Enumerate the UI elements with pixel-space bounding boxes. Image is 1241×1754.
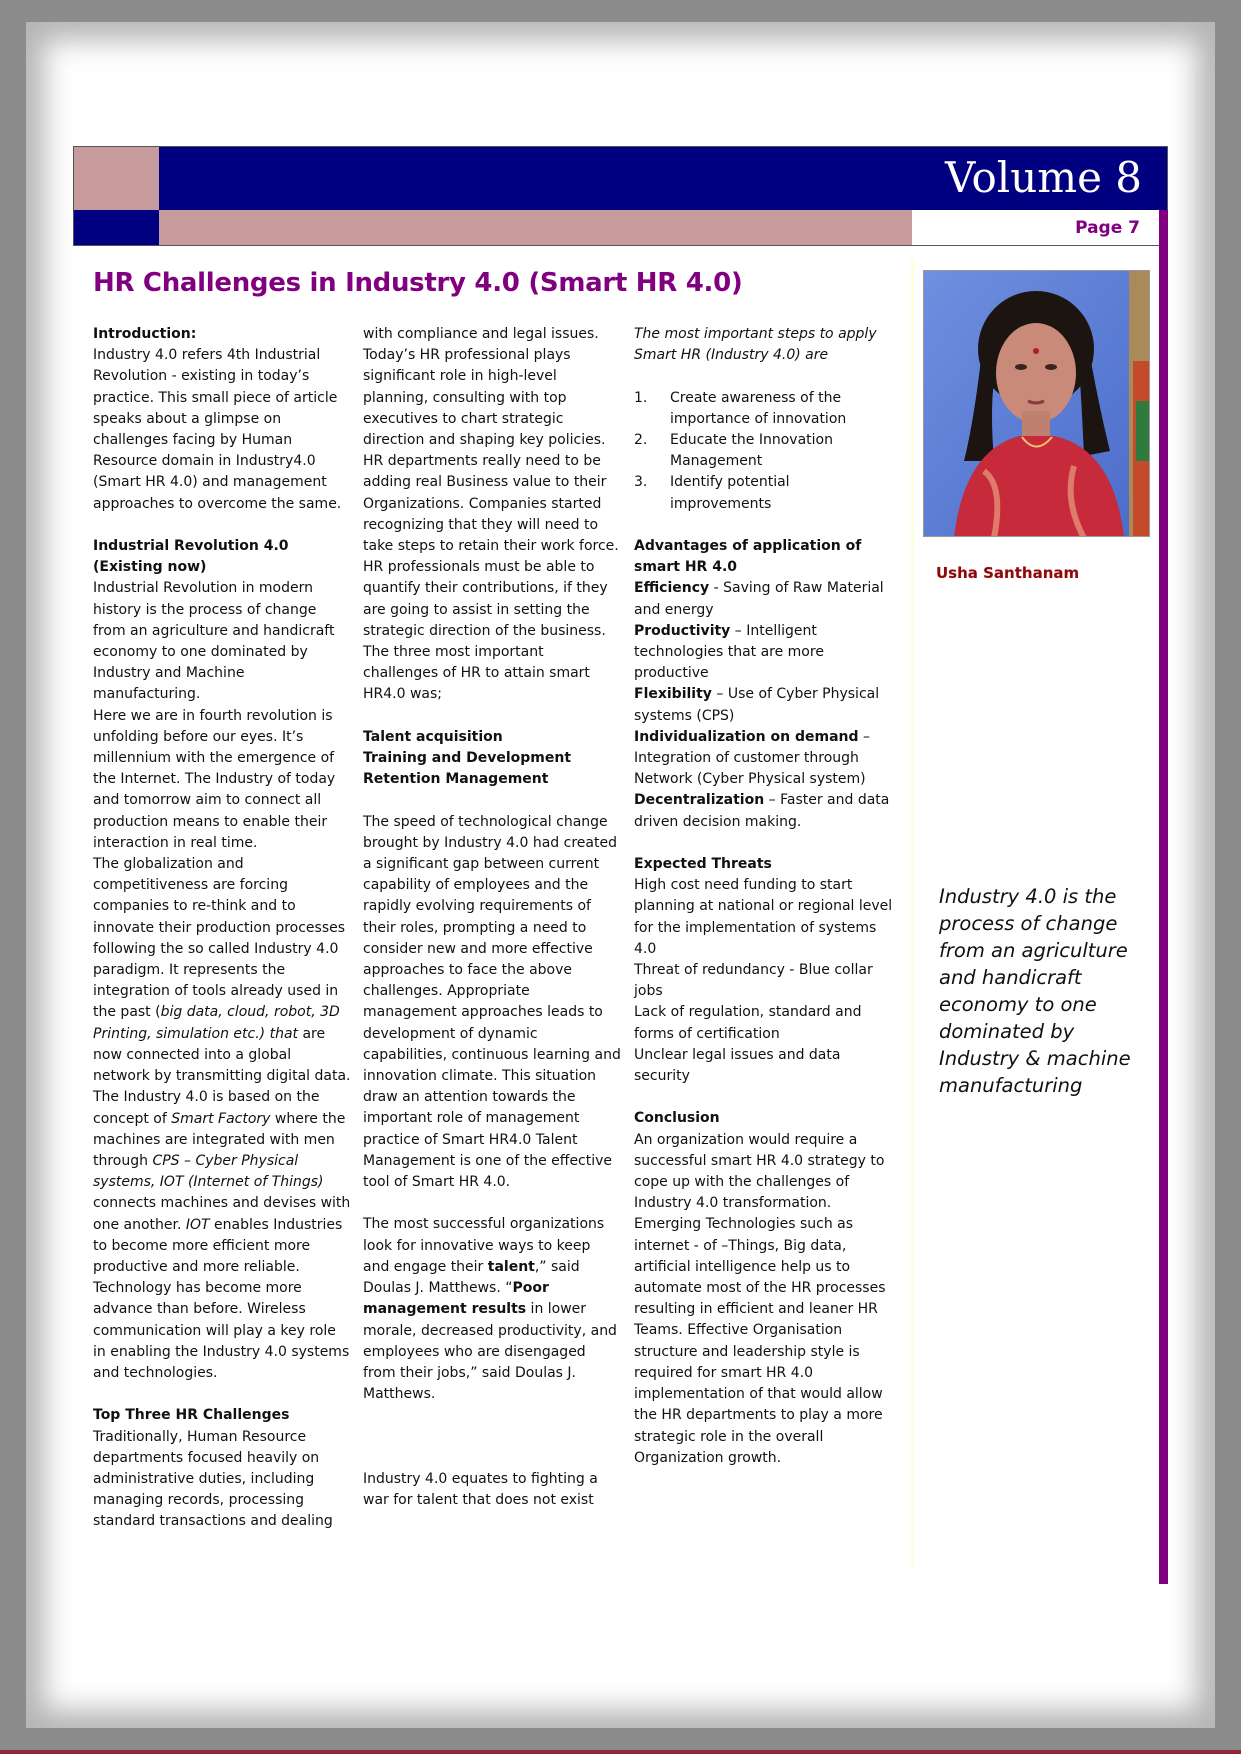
header-band: [73, 146, 1168, 210]
author-portrait-icon: [924, 271, 1150, 537]
threat-item: High cost need funding to start planning at national or regional level for the implementation of systems 4.0: [634, 877, 893, 957]
column-1: [93, 324, 351, 1533]
intro-heading: Introduction:: [93, 326, 197, 342]
column-3: [634, 324, 894, 1469]
col2-paragraph-1: with compliance and legal issues. Today’s HR professional plays significant role in high-level planning, consulting with top executives to chart strategic direction and shaping key policies. HR departments really need to be adding real Business value to their Organizations. Companies started recognizing that they will need to take steps to retain their work force. HR professionals must be able to quantify their contributions, if they are going to assist in setting the strategic direction of the business. The three most important challenges of HR to attain smart HR4.0 was;: [363, 326, 619, 703]
author-photo: [923, 270, 1150, 537]
col2-paragraph-3: The most successful organizations look for innovative ways to keep and engage their talent,” said Doulas J. Matthews. “Poor management results in lower morale, decreased productivity, and employees who are disengaged from their jobs,” said Doulas J. Matthews.: [363, 1216, 617, 1403]
steps-list: [634, 388, 894, 515]
threat-item: Lack of regulation, standard and forms of certification: [634, 1004, 862, 1042]
conclusion-heading: Conclusion: [634, 1110, 720, 1127]
page-number: Page 7: [912, 210, 1168, 246]
threat-item: Threat of redundancy - Blue collar jobs: [634, 962, 873, 1000]
advantages-heading: Advantages of application of smart HR 4.0: [634, 538, 862, 576]
col2-paragraph-4: Industry 4.0 equates to fighting a war for talent that does not exist: [363, 1470, 598, 1509]
intro-text: Industry 4.0 refers 4th Industrial Revolution - existing in today’s practice. This small piece of article speaks about a glimpse on challenges facing by Human Resource domain in Industry4.0 (Smart HR 4.0) and management approaches to overcome the same.: [93, 347, 342, 512]
threats-heading: Expected Threats: [634, 856, 772, 873]
col2-paragraph-2: The speed of technological change brought by Industry 4.0 had created a significant gap between current capability of employees and the rapidly evolving requirements of their roles, prompting a need to consider new and more effective approaches to face the above challenges. Appropriate management approaches leads to development of dynamic capabilities, continuous learning and innovation climate. This situation draw an attention towards the important role of management practice of Smart HR4.0 Talent Management is one of the effective tool of Smart HR 4.0.: [363, 813, 621, 1191]
top3-paragraph: Traditionally, Human Resource departments focused heavily on administrative duties, including managing records, processing standard transactions and dealing: [93, 1428, 333, 1530]
advantage-item: Decentralization – Faster and data driven decision making.: [634, 792, 890, 830]
top3-heading: Top Three HR Challenges: [93, 1407, 290, 1424]
ir-paragraph-4: The Industry 4.0 is based on the concept of Smart Factory where the machines are integrated with men through CPS – Cyber Physical systems, IOT (Internet of Things) connects machines and devises with one another. IOT enables Industries to become more efficient more productive and more reliable. Technology has become more advance than before. Wireless communication will play a key role in enabling the Industry 4.0 systems and technologies.: [93, 1089, 351, 1381]
conclusion-text: An organization would require a successful smart HR 4.0 strategy to cope up with the challenges of Industry 4.0 transformation. Emerging Technologies such as internet - of –Things, Big data, artificial intelligence help us to automate most of the HR processes resulting in efficient and leaner HR Teams. Effective Organisation structure and leadership style is required for smart HR 4.0 implementation of that would allow the HR departments to play a more strategic role in the overall Organization growth.: [634, 1131, 886, 1466]
bottom-strip: [0, 1750, 1241, 1754]
advantage-item: Flexibility – Use of Cyber Physical systems (CPS): [634, 686, 880, 724]
challenge-1: Talent acquisition: [363, 728, 503, 745]
pull-quote: Industry 4.0 is the process of change from an agriculture and handicraft economy to one dominated by Industry & machine manufacturing: [939, 885, 1131, 1097]
challenge-3: Retention Management: [363, 771, 549, 788]
ir-paragraph-1: Industrial Revolution in modern history is the process of change from an agriculture and handicraft economy to one dominated by Industry and Machine manufacturing.: [93, 580, 335, 703]
column-2: [363, 324, 621, 1511]
threat-item: Unclear legal issues and data security: [634, 1046, 841, 1085]
ir-heading: Industrial Revolution 4.0 (Existing now): [93, 538, 289, 576]
advantage-item: Productivity – Intelligent technologies that are more productive: [634, 622, 824, 682]
list-item: 3. Identify potential improvements: [634, 474, 790, 512]
author-name: Usha Santhanam: [936, 564, 1080, 582]
header-navy-square: [73, 210, 159, 246]
sidebar-divider: [911, 258, 914, 1570]
challenge-2: Training and Development: [363, 750, 572, 767]
header-rose-bar: [159, 210, 912, 246]
ir-paragraph-3: The globalization and competitiveness are forcing companies to re-think and to innovate their production processes following the so called Industry 4.0 paradigm. It represents the integration of tools already used in the past (big data, cloud, robot, 3D Printing, simulation etc.) that are now connected into a global network by transmitting digital data.: [93, 856, 351, 1085]
volume-label: Volume 8: [945, 153, 1142, 202]
advantage-item: Individualization on demand – Integration of customer through Network (Cyber Physical system): [634, 728, 870, 788]
header-rose-square: [73, 146, 159, 210]
article-title: HR Challenges in Industry 4.0 (Smart HR 4.0): [93, 268, 743, 298]
steps-intro: The most important steps to apply Smart HR (Industry 4.0) are: [634, 326, 877, 364]
advantage-item: Efficiency - Saving of Raw Material and energy: [634, 580, 884, 618]
purple-side-rule: [1159, 210, 1168, 1584]
list-item: 1. Create awareness of the importance of innovation: [634, 389, 847, 427]
ir-paragraph-2: Here we are in fourth revolution is unfolding before our eyes. It’s millennium with the emergence of the Internet. The Industry of today and tomorrow aim to connect all production means to enable their interaction in real time.: [93, 707, 336, 851]
list-item: 2. Educate the Innovation Management: [634, 432, 833, 470]
